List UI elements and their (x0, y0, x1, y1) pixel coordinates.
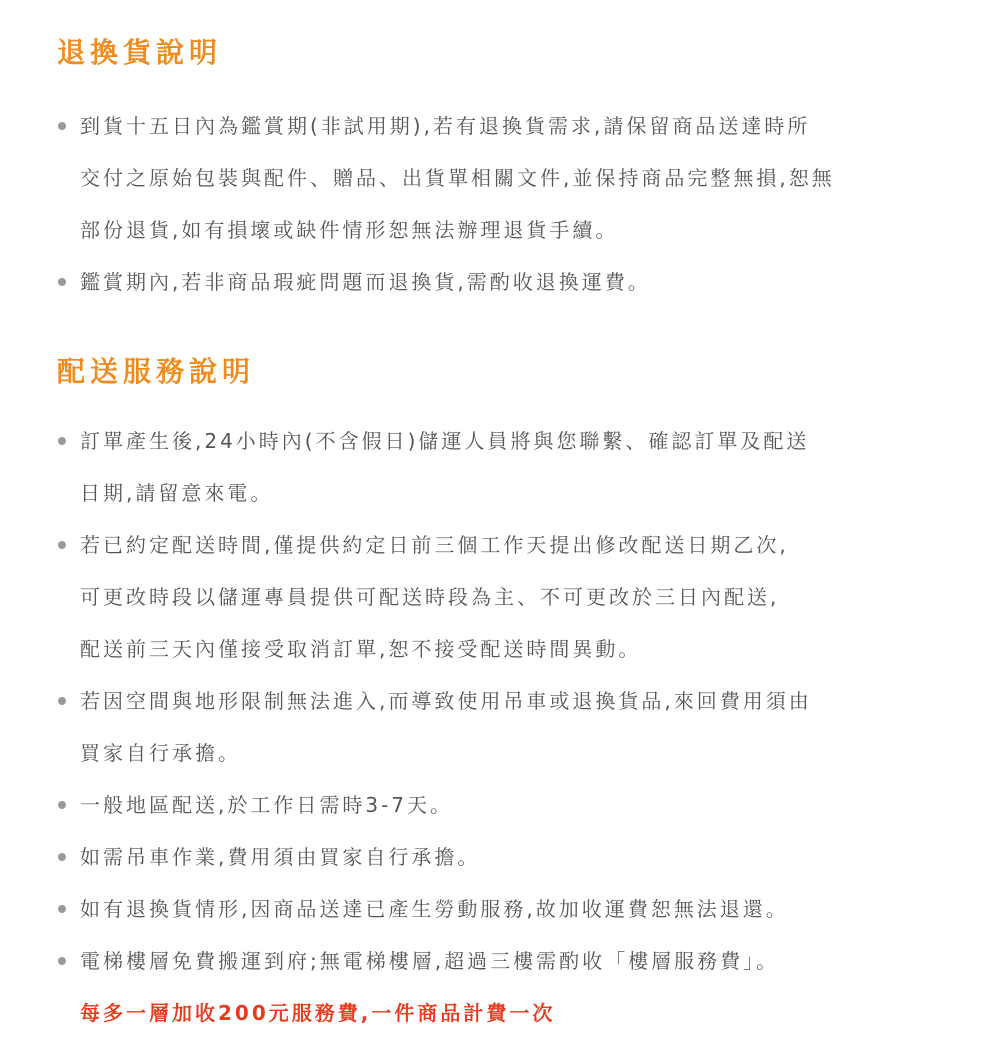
delivery-item-7 (0, 935, 960, 1039)
bullet-dot-icon (58, 853, 66, 861)
returns-list (0, 100, 960, 308)
delivery-item-2 (0, 519, 960, 675)
delivery-item-3 (0, 675, 960, 779)
returns-item-1-line-1: 到貨十五日內為鑑賞期(非試用期),若有退換貨需求,請保留商品送達時所 (80, 114, 811, 138)
delivery-item-3-line-1: 若因空間與地形限制無法進入,而導致使用吊車或退換貨品,來回費用須由 (80, 689, 812, 713)
returns-item-1-line-2: 交付之原始包裝與配件、贈品、出貨單相關文件,並保持商品完整無損,恕無 (80, 166, 835, 190)
delivery-item-7-line-1: 電梯樓層免費搬運到府;無電梯樓層,超過三樓需酌收「樓層服務費」。 (80, 949, 780, 973)
delivery-item-3-line-2: 買家自行承擔。 (80, 741, 241, 765)
delivery-item-5-line-1: 如需吊車作業,費用須由買家自行承擔。 (80, 845, 481, 869)
bullet-dot-icon (58, 801, 66, 809)
delivery-item-4 (0, 779, 960, 831)
delivery-item-6-line-1: 如有退換貨情形,因商品送達已產生勞動服務,故加收運費恕無法退還。 (80, 897, 789, 921)
delivery-item-2-line-1: 若已約定配送時間,僅提供約定日前三個工作天提出修改配送日期乙次, (80, 533, 789, 557)
bullet-dot-icon (58, 957, 66, 965)
delivery-item-2-line-3: 配送前三天內僅接受取消訂單,恕不接受配送時間異動。 (80, 637, 642, 661)
delivery-item-1 (0, 415, 960, 519)
returns-section-title: 退換貨說明 (57, 36, 223, 69)
delivery-item-2-line-2: 可更改時段以儲運專員提供可配送時段為主、不可更改於三日內配送, (80, 585, 780, 609)
returns-item-1 (0, 100, 960, 256)
floor-fee-note: 每多一層加收200元服務費,一件商品計費一次 (80, 1001, 556, 1025)
delivery-item-4-line-1: 一般地區配送,於工作日需時3-7天。 (80, 793, 454, 817)
returns-item-2 (0, 256, 960, 308)
bullet-dot-icon (58, 697, 66, 705)
delivery-section-title: 配送服務說明 (57, 355, 256, 388)
bullet-dot-icon (58, 437, 66, 445)
bullet-dot-icon (58, 122, 66, 130)
delivery-item-6 (0, 883, 960, 935)
bullet-dot-icon (58, 278, 66, 286)
returns-item-1-line-3: 部份退貨,如有損壞或缺件情形恕無法辦理退貨手續。 (80, 218, 619, 242)
delivery-item-5 (0, 831, 960, 883)
bullet-dot-icon (58, 541, 66, 549)
delivery-list (0, 415, 960, 1039)
delivery-item-1-line-1: 訂單產生後,24小時內(不含假日)儲運人員將與您聯繫、確認訂單及配送 (80, 429, 810, 453)
returns-item-2-line-1: 鑑賞期內,若非商品瑕疵問題而退換貨,需酌收退換運費。 (80, 270, 651, 294)
delivery-item-1-line-2: 日期,請留意來電。 (80, 481, 274, 505)
bullet-dot-icon (58, 905, 66, 913)
